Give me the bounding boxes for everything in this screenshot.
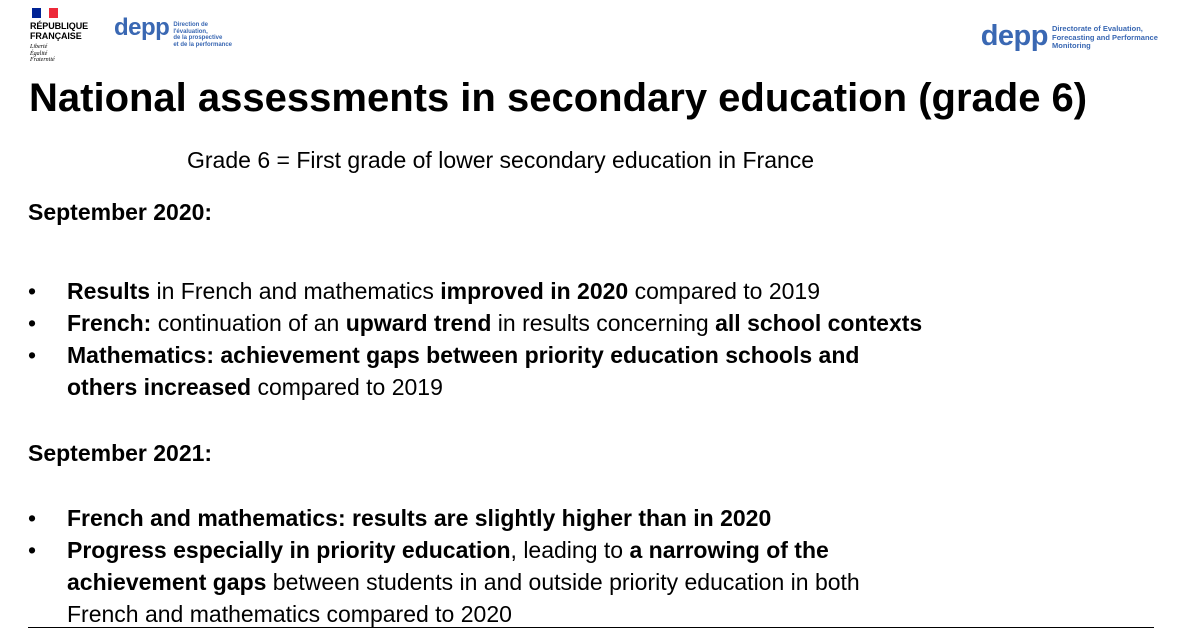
bold-text: improved in 2020 (440, 278, 629, 304)
bold-text: upward trend (345, 310, 492, 336)
bullet-line (67, 566, 860, 598)
bold-text: all school contexts (715, 310, 923, 336)
depp-tagline-line: Monitoring (1052, 41, 1091, 50)
republique-name-line: FRANÇAISE (30, 31, 82, 41)
motto-line: Égalité (30, 50, 48, 57)
text: compared to 2019 (251, 374, 443, 400)
bullet-line (67, 307, 922, 339)
slide-title: National assessments in secondary education (grade 6) (29, 76, 1088, 120)
republique-francaise-logo (30, 8, 94, 66)
depp-tagline-line: Direction de l'évaluation, (173, 22, 209, 35)
section-heading-2020: September 2020: (28, 199, 213, 225)
republique-name-line: RÉPUBLIQUE (30, 21, 89, 31)
text: compared to 2019 (628, 278, 820, 304)
text: French and mathematics compared to 2020 (67, 601, 512, 627)
bullet-item (28, 502, 860, 534)
bold-text: Progress especially in priority education (67, 537, 511, 563)
text: , leading to (510, 537, 630, 563)
bold-text: French and mathematics: results are slightly higher than in 2020 (67, 505, 772, 531)
bold-text: achievement gaps (67, 569, 267, 595)
depp-logo-english (981, 22, 1162, 51)
text: in results concerning (491, 310, 716, 336)
bullet-item (28, 339, 922, 403)
republique-name (30, 21, 94, 41)
motto-line: Fraternité (30, 57, 55, 63)
bullet-line (67, 598, 860, 630)
depp-tagline-english (1052, 25, 1162, 51)
depp-tagline-line: Directorate of Evaluation, (1052, 24, 1143, 33)
bullet-item (28, 307, 922, 339)
bullet-item (28, 275, 922, 307)
bold-text: French: (67, 310, 152, 336)
depp-tagline-french (173, 22, 243, 48)
text: between students in and outside priority education in both (266, 569, 860, 595)
bullet-line (67, 371, 922, 403)
text: in French and mathematics (150, 278, 441, 304)
bullet-line (67, 275, 922, 307)
flag-stripe-red (49, 8, 58, 18)
depp-tagline-line: Forecasting and Performance (1052, 32, 1158, 42)
text: continuation of an (151, 310, 346, 336)
bullet-list-2020 (28, 275, 922, 403)
bold-text: Mathematics: achievement gaps between priority education schools and (67, 342, 860, 368)
flag-stripe-white (41, 8, 50, 18)
depp-wordmark: depp (980, 20, 1048, 52)
bullet-line (67, 502, 860, 534)
bullet-line (67, 534, 860, 566)
bold-text: Results (67, 278, 151, 304)
republique-motto (30, 44, 94, 64)
bullet-item (28, 534, 860, 630)
flag-stripe-blue (32, 8, 41, 18)
depp-tagline-line: et de la performance (173, 41, 233, 48)
french-flag-icon (32, 8, 58, 18)
motto-line: Liberté (30, 44, 48, 50)
slide-subtitle: Grade 6 = First grade of lower secondary education in France (187, 147, 815, 173)
depp-logo-french (114, 16, 243, 48)
bold-text: a narrowing of the (629, 537, 829, 563)
bottom-divider (28, 627, 1154, 628)
section-heading-2021: September 2021: (28, 440, 213, 466)
bold-text: others increased (67, 374, 252, 400)
depp-tagline-line: de la prospective (173, 35, 223, 41)
bullet-line (67, 339, 922, 371)
depp-wordmark: depp (114, 14, 170, 41)
bullet-list-2021 (28, 502, 860, 630)
